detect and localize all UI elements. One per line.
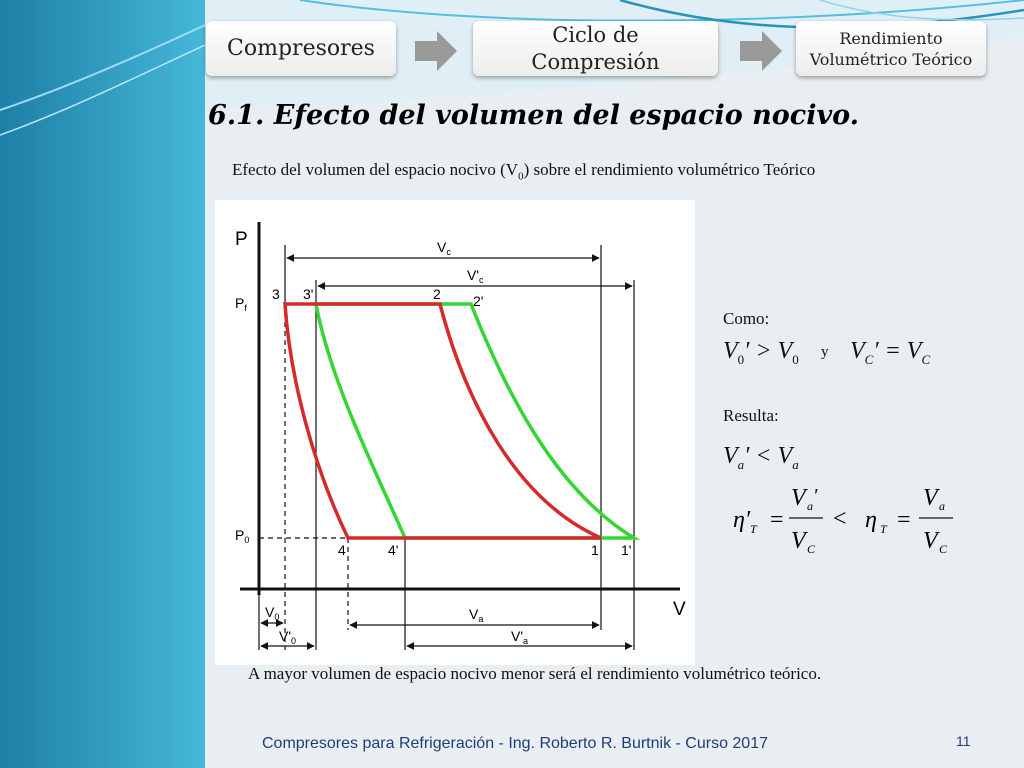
svg-text:V: V: [791, 528, 806, 554]
y-connector: y: [821, 344, 829, 360]
v0-label: $V_0$: [265, 604, 280, 622]
svg-text:=: =: [897, 507, 911, 533]
formula-vc-eq: $V_C' = V_C$: [850, 338, 931, 367]
point-3: 3: [272, 286, 280, 302]
point-4: 4: [338, 542, 346, 558]
p0-label: $P_0$: [235, 527, 250, 545]
svg-text:C: C: [939, 542, 948, 556]
chevron-right-icon: [740, 31, 782, 71]
svg-text:V: V: [923, 528, 938, 554]
svg-text:=: =: [770, 507, 784, 533]
vc-prime-label: $V'_c$: [467, 267, 484, 285]
step-rendimiento-volumetrico: [796, 21, 986, 76]
va-prime-label: $V'_a$: [511, 628, 529, 646]
svg-text:′: ′: [813, 485, 818, 507]
point-1-prime: 1': [621, 542, 632, 558]
formula-v0-gt: $V_0' > V_0$: [723, 338, 799, 367]
red-cycle: [285, 304, 601, 538]
svg-text:<: <: [833, 506, 847, 532]
point-4-prime: 4': [388, 542, 399, 558]
step-label: Ciclo de Compresión: [531, 22, 660, 74]
svg-text:η′: η′: [733, 507, 751, 533]
point-1: 1: [591, 542, 599, 558]
svg-text:V: V: [923, 485, 938, 511]
chevron-right-icon: [415, 31, 457, 71]
conclusion-paragraph: A mayor volumen de espacio nocivo menor será el rendimiento volumétrico teórico.: [248, 664, 822, 683]
formula-efficiency: [733, 480, 973, 560]
resulta-label: Resulta:: [723, 406, 779, 425]
svg-text:C: C: [807, 542, 816, 556]
pf-label: $P_f$: [235, 295, 247, 313]
footer-text: Compresores para Refrigeración - Ing. Roberto R. Burtnik - Curso 2017: [262, 735, 768, 752]
x-axis-label: V: [673, 599, 686, 620]
step-ciclo-compresion: [473, 21, 718, 76]
svg-text:V: V: [791, 485, 806, 511]
y-axis-label: P: [235, 229, 248, 250]
page-number: 11: [956, 733, 971, 749]
pv-diagram: [215, 200, 695, 665]
v0-prime-label: $V'_0$: [279, 628, 297, 646]
point-3-prime: 3': [303, 286, 314, 302]
step-compresores: [206, 21, 396, 76]
intro-text-end: ) sobre el rendimiento volumétrico Teórico: [523, 160, 816, 179]
step-label: Compresores: [227, 36, 375, 61]
svg-text:T: T: [880, 522, 887, 536]
point-2: 2: [433, 286, 441, 302]
intro-subscript: 0: [518, 170, 524, 183]
svg-text:T: T: [750, 522, 757, 536]
intro-text: Efecto del volumen del espacio nocivo (V: [232, 160, 519, 179]
step-label: Rendimiento Volumétrico Teórico: [809, 28, 973, 69]
va-label: $V_a$: [469, 606, 484, 624]
intro-paragraph: [232, 158, 938, 188]
vc-label: $V_c$: [437, 239, 451, 257]
formula-va-lt: $V_a' < V_a$: [723, 443, 799, 472]
como-label: Como:: [723, 309, 770, 328]
svg-text:a: a: [807, 499, 813, 513]
slide-title: 6.1. Efecto del volumen del espacio nocivo.: [208, 100, 860, 131]
svg-text:a: a: [939, 499, 945, 513]
point-2-prime: 2': [473, 293, 484, 309]
svg-text:η: η: [865, 507, 877, 533]
green-cycle: [316, 304, 634, 538]
